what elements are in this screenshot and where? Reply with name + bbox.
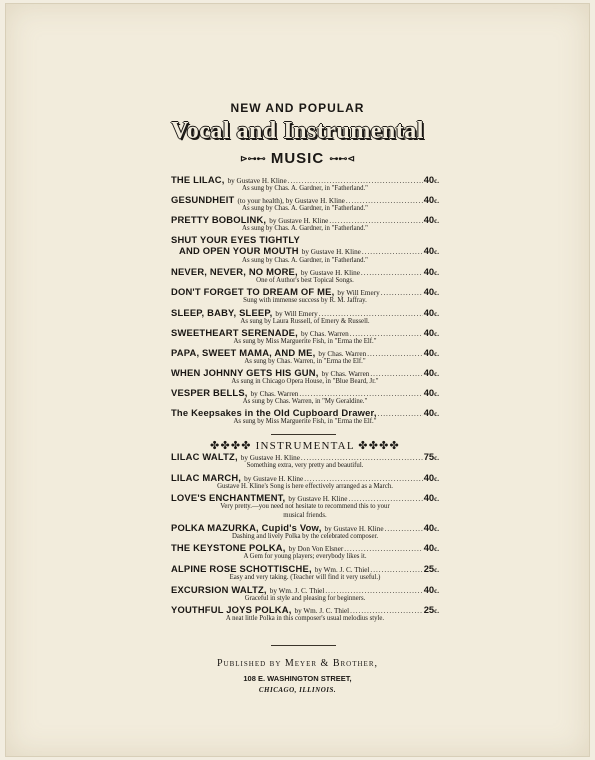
item-price [424, 564, 439, 574]
item-title: LOVE'S ENCHANTMENT, [171, 493, 286, 504]
price-unit: c. [434, 369, 439, 378]
price-value: 40 [423, 584, 435, 595]
ornament-left-icon: ⊳⊶⊷ [240, 153, 266, 164]
item-composer: by Wm. J. C. Thiel [269, 586, 325, 595]
dot-leader [299, 389, 422, 398]
item-description: As sung by Laura Russell, of Emery & Russell. [240, 317, 370, 325]
dot-leader [304, 474, 423, 483]
item-title: YOUTHFUL JOYS POLKA, [171, 605, 292, 616]
list-item [171, 348, 439, 367]
item-description: A Gem for young players; everybody likes it. [243, 553, 367, 561]
item-description: As sung by Chas. A. Gardner, in "Fatherland." [242, 225, 368, 233]
price-value: 40 [423, 472, 435, 483]
item-title-line [171, 523, 439, 533]
item-price [424, 267, 439, 277]
item-description-cont: musical friends. [283, 511, 327, 519]
item-title [171, 235, 300, 246]
item-title: POLKA MAZURKA, Cupid's Vow, [171, 522, 322, 533]
item-title-line [171, 408, 439, 418]
price-value: 40 [423, 307, 435, 318]
item-title: The Keepsakes in the Old Cupboard Drawer, [171, 408, 377, 419]
ornament-right-icon: ⊶⊷⊲ [329, 153, 355, 164]
item-price [424, 308, 439, 318]
list-item [171, 523, 439, 542]
item-title-line [171, 175, 439, 185]
item-title: ALPINE ROSE SCHOTTISCHE, [171, 563, 312, 574]
dot-leader [325, 586, 422, 595]
item-title-line [171, 564, 439, 574]
item-price [424, 287, 439, 297]
price-value: 40 [423, 347, 435, 358]
item-composer: by Gustave H. Kline [301, 248, 361, 257]
vocal-song-list [171, 175, 439, 428]
item-title: SLEEP, BABY, SLEEP, [171, 307, 273, 318]
price-unit: c. [434, 565, 439, 574]
price-unit: c. [434, 410, 439, 419]
list-item [171, 388, 439, 407]
item-description: One of Author's best Topical Songs. [256, 277, 354, 285]
price-value: 25 [423, 563, 435, 574]
divider-rule-bottom [271, 645, 336, 646]
item-price [424, 543, 439, 553]
item-description: As sung by Chas. A. Gardner, in "Fatherland." [242, 205, 368, 213]
dot-leader [319, 309, 423, 318]
item-price [424, 246, 439, 257]
list-item [171, 267, 439, 286]
item-price [424, 605, 439, 615]
price-unit: c. [434, 454, 439, 462]
item-description: As sung by Miss Marguerite Fish, in "Erma the Elf." [233, 418, 377, 426]
publisher: Published by Meyer & Brother, [216, 658, 378, 669]
price-unit: c. [434, 389, 439, 398]
music-title: MUSIC [270, 150, 325, 167]
dot-leader [344, 544, 422, 553]
price-unit: c. [434, 217, 439, 226]
header-vocal-instrumental: Vocal and Instrumental [171, 118, 424, 144]
item-title-line [171, 328, 439, 338]
list-item [171, 215, 439, 234]
price-value: 40 [423, 387, 435, 398]
item-title-line [171, 388, 439, 398]
item-description: Something extra, very pretty and beautiful. [246, 462, 364, 469]
item-title-line [171, 287, 439, 297]
dot-leader [362, 247, 423, 257]
price-value: 40 [423, 175, 435, 185]
item-description: Graceful in style and pleasing for beginners. [244, 594, 366, 602]
item-price [424, 175, 439, 185]
list-item [171, 308, 439, 327]
item-title-part2: AND OPEN YOUR MOUTH [179, 246, 299, 257]
item-price [424, 348, 439, 358]
item-composer: by Gustave H. Kline [324, 524, 384, 533]
price-value: 40 [423, 195, 435, 206]
dot-leader [367, 349, 423, 358]
item-price [424, 215, 439, 225]
item-description: As sung by Chas. A. Gardner, in "Fatherland." [242, 185, 368, 192]
item-title-line [171, 605, 439, 615]
item-title-line [171, 195, 439, 205]
item-description: As sung by Chas. A. Gardner, in "Fatherland." [242, 257, 368, 265]
price-unit: c. [434, 248, 439, 257]
list-item [171, 543, 439, 562]
price-unit: c. [434, 495, 439, 504]
price-value: 40 [423, 367, 435, 378]
item-title-line [171, 473, 439, 483]
item-composer: by Gustave H. Kline [240, 454, 300, 462]
publisher-address: 108 E. WASHINGTON STREET, [243, 674, 352, 683]
price-unit: c. [434, 474, 439, 483]
list-item [171, 235, 439, 266]
item-title-line [171, 452, 439, 462]
item-title-line [171, 493, 439, 503]
item-description: Very pretty.—you need not hesitate to recommend this to your [220, 503, 390, 511]
item-composer: by Wm. J. C. Thiel [294, 607, 350, 616]
item-composer: by Gustave H. Kline [227, 177, 287, 185]
item-title: PRETTY BOBOLINK, [171, 215, 267, 226]
item-price [424, 473, 439, 483]
item-title: SWEETHEART SERENADE, [171, 327, 298, 338]
list-item [171, 408, 439, 427]
item-description: A neat little Polka in this composer's usual melodius style. [225, 615, 385, 623]
list-item [171, 564, 439, 583]
item-title-line [171, 585, 439, 595]
price-value: 40 [423, 246, 435, 257]
item-title: THE KEYSTONE POLKA, [171, 543, 286, 554]
list-item [171, 452, 439, 471]
item-title: LILAC WALTZ, [171, 452, 238, 462]
price-unit: c. [434, 349, 439, 358]
item-composer: by Gustave H. Kline [269, 217, 329, 226]
price-unit: c. [434, 329, 439, 338]
price-value: 40 [423, 522, 435, 533]
price-value: 40 [423, 287, 435, 298]
item-description: As sung by Chas. Warren, in "Erma the Elf." [244, 357, 366, 365]
item-composer: by Chas. Warren [300, 329, 349, 338]
item-title: THE LILAC, [171, 175, 225, 185]
item-composer: by Gustave H. Kline [288, 495, 348, 504]
dot-leader [346, 196, 423, 205]
item-description: Gustave H. Kline's Song is here effectively arranged as a March. [217, 482, 393, 490]
item-price [424, 388, 439, 398]
header-music [6, 150, 589, 167]
item-description: Easy and very taking. (Teacher will find it very useful.) [229, 573, 381, 581]
item-price [424, 408, 439, 418]
item-price [424, 493, 439, 503]
item-title-line [171, 348, 439, 358]
dot-leader [348, 494, 422, 503]
price-unit: c. [434, 177, 439, 185]
price-value: 40 [423, 408, 435, 419]
item-composer: by Chas. Warren [321, 369, 370, 378]
price-value: 40 [423, 493, 435, 504]
dot-leader [329, 216, 422, 225]
list-item [171, 195, 439, 214]
list-item [171, 287, 439, 306]
item-title: PAPA, SWEET MAMA, AND ME, [171, 347, 316, 358]
item-composer: by Gustave H. Kline [300, 269, 360, 278]
price-unit: c. [434, 586, 439, 595]
dot-leader [288, 176, 423, 185]
price-unit: c. [434, 545, 439, 554]
item-composer: by Chas. Warren [250, 389, 299, 398]
item-title-line [171, 267, 439, 277]
list-item [171, 175, 439, 194]
item-title-line [171, 235, 439, 257]
list-item [171, 585, 439, 604]
item-composer: by Gustave H. Kline [244, 474, 304, 483]
price-unit: c. [434, 607, 439, 616]
list-item [171, 328, 439, 347]
instrumental-heading: ✤✤✤✤ INSTRUMENTAL ✤✤✤✤ [210, 440, 400, 452]
price-unit: c. [434, 269, 439, 278]
header-new-and-popular: NEW AND POPULAR [230, 101, 365, 115]
item-price [424, 195, 439, 205]
item-composer: by Wm. J. C. Thiel [314, 565, 370, 574]
item-title: NEVER, NEVER, NO MORE, [171, 267, 298, 278]
price-value: 40 [423, 215, 435, 226]
dot-leader [350, 329, 423, 338]
item-title: GESUNDHEIT [171, 195, 235, 206]
list-item [171, 473, 439, 492]
item-title-line [171, 308, 439, 318]
item-title: VESPER BELLS, [171, 387, 248, 398]
dot-leader [370, 369, 422, 378]
item-price [424, 452, 439, 462]
price-value: 40 [423, 267, 435, 278]
item-description: As sung in Chicago Opera House, in "Blue Beard, Jr." [231, 377, 379, 385]
dot-leader [381, 288, 423, 297]
dot-leader [378, 409, 423, 418]
price-unit: c. [434, 197, 439, 206]
item-description: Sung with immense success by R. M. Jaffray. [243, 297, 367, 305]
dot-leader [361, 268, 423, 277]
item-price [424, 585, 439, 595]
item-title: LILAC MARCH, [171, 472, 242, 483]
item-composer: by Chas. Warren [318, 349, 367, 358]
price-value: 40 [423, 543, 435, 554]
price-unit: c. [434, 309, 439, 318]
divider-rule [271, 434, 336, 435]
dot-leader [301, 453, 423, 462]
item-title: WHEN JOHNNY GETS HIS GUN, [171, 367, 319, 378]
item-description: As sung by Chas. Warren, in "My Geraldine." [242, 397, 368, 405]
price-unit: c. [434, 289, 439, 298]
item-title: EXCURSION WALTZ, [171, 584, 267, 595]
item-description: As sung by Miss Marguerite Fish, in "Erma the Elf." [233, 337, 377, 345]
item-title-line [171, 368, 439, 378]
instrumental-list [171, 452, 439, 626]
item-composer: by Will Emery [275, 309, 318, 318]
list-item [171, 368, 439, 387]
item-title-part1: SHUT YOUR EYES TIGHTLY [171, 235, 300, 246]
dot-leader [350, 606, 423, 615]
list-item [171, 605, 439, 624]
price-unit: c. [434, 524, 439, 533]
item-composer: (to your health), by Gustave H. Kline [237, 197, 345, 206]
item-composer: by Don Von Elsner [288, 545, 344, 554]
publisher-city: CHICAGO, ILLINOIS. [258, 686, 337, 694]
item-title-line [171, 543, 439, 553]
dot-leader [385, 524, 423, 533]
list-item [171, 493, 439, 520]
item-title: DON'T FORGET TO DREAM OF ME, [171, 287, 335, 298]
price-value: 75 [423, 452, 435, 462]
item-composer: by Will Emery [337, 289, 380, 298]
item-title-line [171, 215, 439, 225]
price-value: 40 [423, 327, 435, 338]
sheet-music-back-cover [6, 4, 589, 756]
dot-leader [370, 565, 422, 574]
item-price [424, 328, 439, 338]
item-price [424, 523, 439, 533]
item-price [424, 368, 439, 378]
price-value: 25 [423, 605, 435, 616]
item-description: Dashing and lively Polka by the celebrated composer. [231, 532, 379, 540]
